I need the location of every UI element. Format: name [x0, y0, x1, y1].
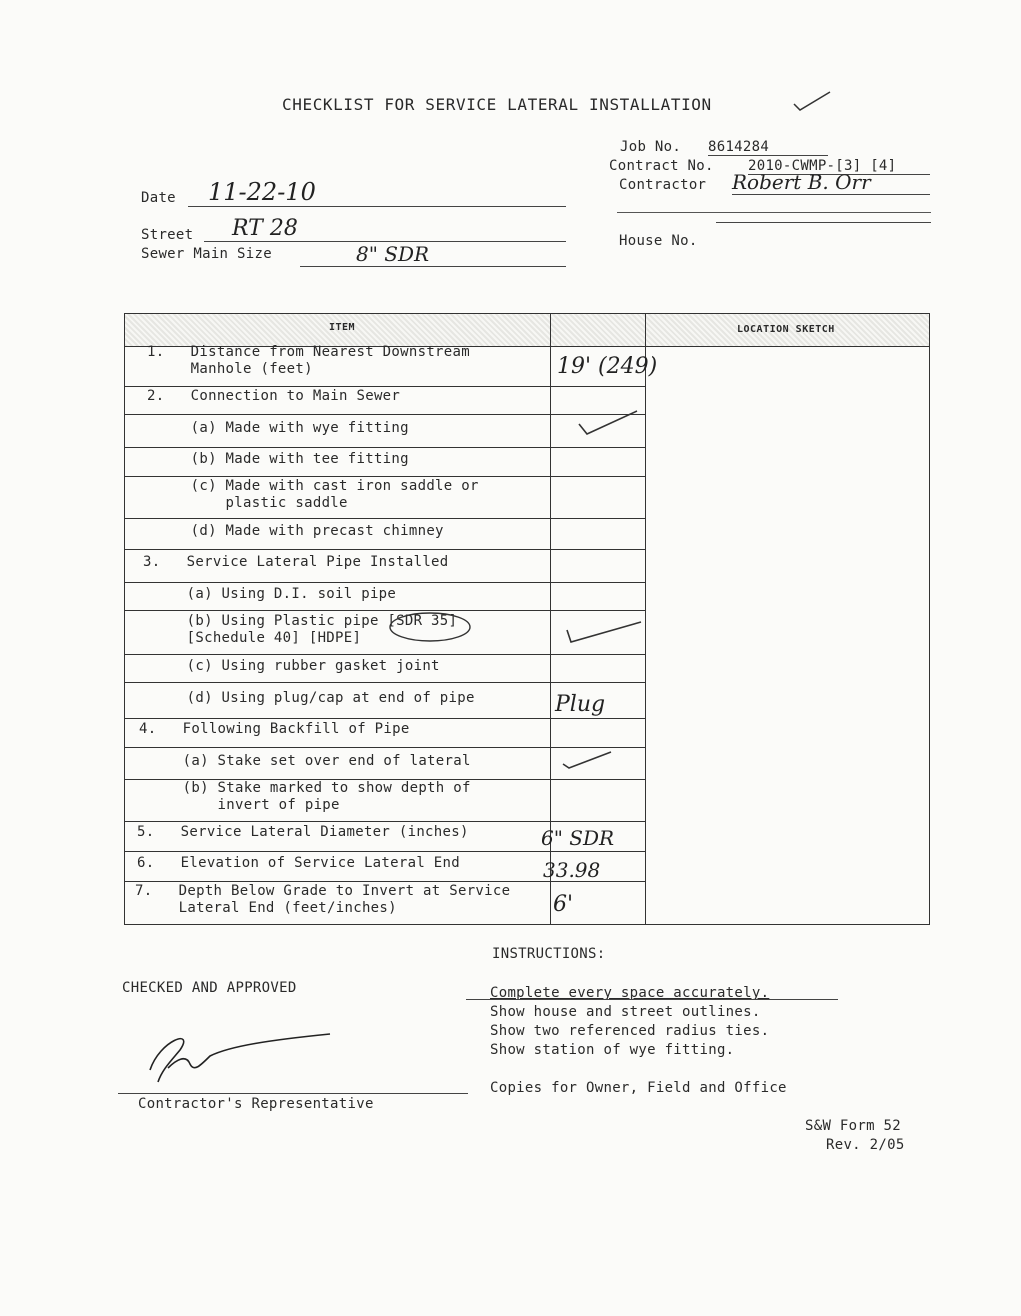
instruction-line: Show station of wye fitting. [490, 1042, 735, 1058]
answer-plug-cap: Plug [555, 692, 606, 717]
table-row: (d) Made with precast chimney [147, 523, 444, 539]
instruction-line: Show two referenced radius ties. [490, 1023, 770, 1039]
checkmark-icon [561, 748, 615, 772]
table-row: 1. Distance from Nearest Downstream Manhole (feet) [147, 344, 470, 377]
contractor-value: Robert B. Orr [732, 170, 930, 195]
house-no-value [716, 222, 931, 223]
street-label: Street [141, 227, 194, 243]
table-row: 7. Depth Below Grade to Invert at Service Lateral End (feet/inches) [135, 883, 511, 916]
table-row: (a) Stake set over end of lateral [139, 753, 471, 769]
instruction-line: Complete every space accurately. [490, 985, 770, 1001]
form-revision: Rev. 2/05 [826, 1137, 905, 1153]
instruction-underline [466, 999, 838, 1000]
instructions-heading: INSTRUCTIONS: [492, 946, 606, 962]
job-no-label: Job No. [620, 139, 682, 155]
contractor-representative-label: Contractor's Representative [138, 1096, 374, 1112]
answer-depth: 6' [553, 892, 574, 917]
table-row: (b) Using Plastic pipe [SDR 35] [Schedule 40] [HDPE] [186, 613, 458, 646]
table-row: 6. Elevation of Service Lateral End [137, 855, 460, 871]
form-title: CHECKLIST FOR SERVICE LATERAL INSTALLATION [282, 95, 712, 114]
checklist-table [124, 313, 930, 925]
form-name: S&W Form 52 [805, 1118, 902, 1134]
table-row: (a) Made with wye fitting [147, 420, 409, 436]
signature-line [118, 1093, 468, 1094]
sewer-main-size-label: Sewer Main Size [141, 246, 272, 262]
item-header: ITEM [329, 322, 356, 333]
title-checkmark-icon [792, 88, 832, 114]
checkmark-icon [575, 408, 641, 440]
contract-no-label: Contract No. [609, 158, 714, 174]
instruction-line: Show house and street outlines. [490, 1004, 761, 1020]
table-row: (d) Using plug/cap at end of pipe [143, 690, 475, 706]
checkmark-icon [565, 618, 645, 646]
street-value: RT 28 [204, 216, 566, 242]
date-label: Date [141, 190, 176, 206]
contract-no-value: 2010-CWMP-[3] [4] [748, 158, 930, 175]
answer-diameter: 6" SDR [541, 826, 615, 850]
answer-distance: 19' (249) [557, 354, 658, 379]
table-row: (c) Using rubber gasket joint [143, 658, 440, 674]
table-row: 2. Connection to Main Sewer [147, 388, 401, 404]
contractor-label: Contractor [619, 177, 707, 193]
sewer-main-size-value: 8" SDR [300, 242, 566, 267]
contractor-extra-line [617, 212, 931, 213]
table-row: (b) Stake marked to show depth of invert of pipe [182, 780, 471, 813]
house-no-label: House No. [619, 233, 698, 249]
table-row: 4. Following Backfill of Pipe [139, 721, 410, 737]
table-row: (a) Using D.I. soil pipe [143, 586, 397, 602]
checked-approved-label: CHECKED AND APPROVED [122, 980, 297, 996]
table-row: (c) Made with cast iron saddle or plastic saddle [190, 478, 479, 511]
sketch-column-divider [645, 314, 646, 924]
answer-elevation: 33.98 [543, 858, 601, 882]
sdr35-circle-mark [387, 610, 473, 646]
table-row: (b) Made with tee fitting [147, 451, 409, 467]
representative-signature-icon [140, 1020, 340, 1092]
table-row: 5. Service Lateral Diameter (inches) [137, 824, 469, 840]
job-no-value: 8614284 [708, 139, 828, 156]
table-row: 3. Service Lateral Pipe Installed [143, 554, 449, 570]
location-sketch-header: LOCATION SKETCH [737, 324, 835, 335]
date-value: 11-22-10 [188, 178, 566, 207]
copies-note: Copies for Owner, Field and Office [490, 1080, 787, 1096]
